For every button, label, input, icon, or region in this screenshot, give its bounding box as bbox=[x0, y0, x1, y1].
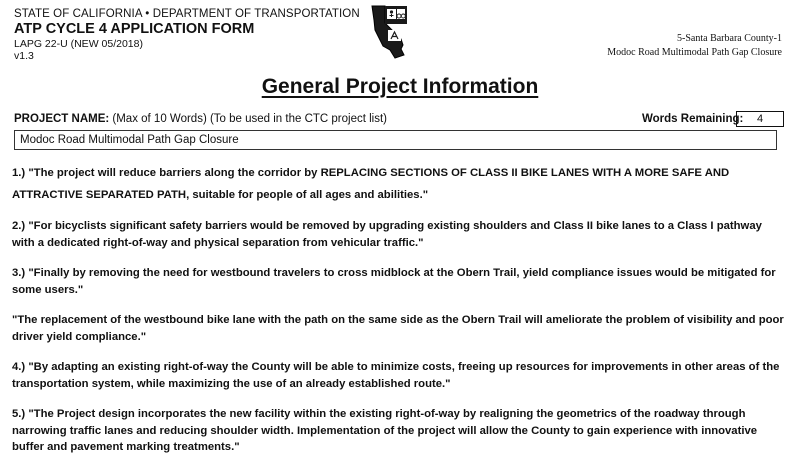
agency-line: STATE OF CALIFORNIA • DEPARTMENT OF TRANSPORTATION bbox=[14, 8, 360, 20]
project-name-label-bold: PROJECT NAME: bbox=[14, 113, 110, 125]
paragraph-text: "For bicyclists significant safety barriers would be removed by upgrading existing shoulders and Class II bike lanes to a Class I pathway with a dedicated right-of-way and physical separation from vehicular traffic." bbox=[12, 220, 762, 249]
project-name-label bbox=[14, 113, 387, 125]
project-name-label-note: (Max of 10 Words) (To be used in the CTC project list) bbox=[109, 113, 388, 125]
form-header bbox=[14, 8, 360, 62]
paragraph-emphasis: REPLACING SECTIONS OF CLASS II BIKE LANES WITH A MORE SAFE AND ATTRACTIVE SEPARATED PATH bbox=[12, 167, 730, 201]
project-description bbox=[12, 162, 784, 456]
section-title-text: General Project Information bbox=[261, 75, 539, 98]
paragraph-text: "Finally by removing the need for westbound travelers to cross midblock at the Obern Trail, yield compliance issues would be mitigated for some users." bbox=[12, 267, 776, 296]
project-name-row bbox=[14, 113, 786, 131]
words-remaining-label: Words Remaining: bbox=[642, 113, 744, 125]
section-title bbox=[0, 75, 800, 99]
paragraph-number: 3.) bbox=[12, 267, 26, 279]
paragraph-text: "By adapting an existing right-of-way the County will be able to minimize costs, freeing up resources for improvements in other areas of the transportation system, while maximizing the use of an already established route." bbox=[12, 361, 780, 390]
project-district-line: 5-Santa Barbara County-1 bbox=[677, 33, 782, 44]
paragraph-number: 2.) bbox=[12, 220, 26, 232]
paragraph-number: 4.) bbox=[12, 361, 26, 373]
paragraph-1 bbox=[12, 162, 784, 206]
form-number: LAPG 22-U (NEW 05/2018) bbox=[14, 37, 143, 50]
words-remaining-value: 4 bbox=[736, 111, 784, 127]
paragraph-3 bbox=[12, 265, 784, 298]
paragraph-text: "The replacement of the westbound bike lane with the path on the same side as the Obern Trail will ameliorate the problem of visibility and poor driver yield compliance." bbox=[12, 314, 784, 343]
project-reference bbox=[607, 32, 782, 59]
california-atp-logo-icon bbox=[368, 3, 416, 61]
paragraph-text: "The project will reduce barriers along the corridor by bbox=[25, 167, 321, 179]
paragraph-number: 5.) bbox=[12, 408, 26, 420]
paragraph-5 bbox=[12, 406, 784, 456]
paragraph-text: "The Project design incorporates the new facility within the existing right-of-way by realigning the geometrics of the roadway through narrowing traffic lanes and reducing shoulder width. Implementation of the project will allow the County to gain experience with innovative buffer and pavement marking treatments." bbox=[12, 408, 758, 453]
paragraph-text-end: , suitable for people of all ages and abilities." bbox=[186, 189, 429, 201]
project-name-field[interactable]: Modoc Road Multimodal Path Gap Closure bbox=[14, 130, 777, 150]
form-version: v1.3 bbox=[14, 49, 34, 62]
paragraph-3b bbox=[12, 312, 784, 345]
paragraph-number: 1.) bbox=[12, 167, 26, 179]
paragraph-2 bbox=[12, 218, 784, 251]
paragraph-4 bbox=[12, 359, 784, 392]
form-title: ATP CYCLE 4 APPLICATION FORM bbox=[14, 21, 255, 38]
project-title-line: Modoc Road Multimodal Path Gap Closure bbox=[607, 46, 782, 58]
